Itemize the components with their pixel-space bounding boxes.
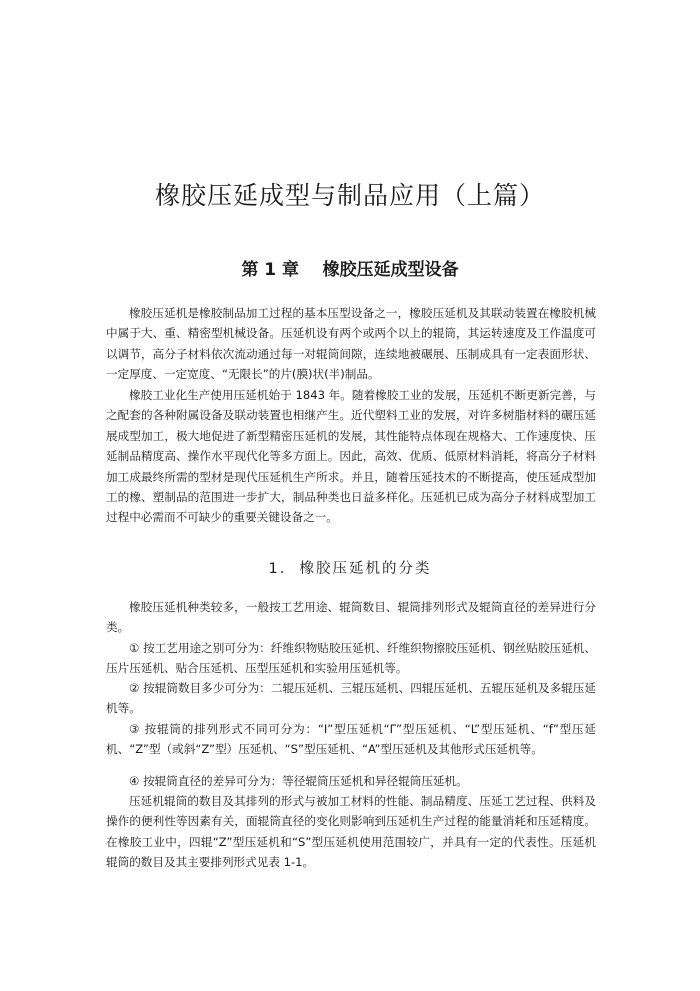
chapter-title: 第 1 章 橡胶压延成型设备 [241,260,459,280]
classification-item: ① 按工艺用途之别可分为：纤维织物贴胶压延机、纤维织物擦胶压延机、钢丝贴胶压延机、压片压延机、贴合压延机、压型压延机和实验用压延机等。 [106,641,596,676]
section-title: 1. 橡胶压延机的分类 [268,561,432,577]
classification-item: ③ 按辊筒的排列形式不同可分为：“I”型压延机“Γ”型压延机、“L”型压延机、“f”型压延机、“Z”型（或斜“Z”型）压延机、“S”型压延机、“A”型压延机及其他形式压延机等。 [106,722,596,757]
classification-item: ④ 按辊筒直径的差异可分为：等径辊筒压延机和异径辊筒压延机。 [129,774,468,788]
book-title: 橡胶压延成型与制品应用（上篇） [154,181,545,210]
section-paragraph: 橡胶压延机种类较多，一般按工艺用途、辊筒数目、辊筒排列形式及辊筒直径的差异进行分类。 [106,600,596,635]
classification-item: ② 按辊筒数目多少可分为：二辊压延机、三辊压延机、四辊压延机、五辊压延机及多辊压延机等。 [106,681,596,716]
intro-paragraph: 橡胶工业化生产使用压延机始于 1843 年。随着橡胶工业的发展，压延机不断更新完善，与之配套的各种附属设备及联动装置也相继产生。近代塑料工业的发展，对许多树脂材料的碾压延展成型加工，极大地促进了新型精密压延机的发展，其性能特点体现在规格大、工作速度快、压延制品精度高、操作水平现代化等多方面上。因此，高效、优质、低原材料消耗，将高分子材料加工成最终所需的型材是现代压延机生产所求。并且，随着压延技术的不断提高，使压延成型加工的橡、塑制品的范围进一步扩大，制品种类也日益多样化。压延机已成为高分子材料成型加工过程中必需而不可缺少的重要关键设备之一。 [106,388,596,525]
section-paragraph: 压延机辊筒的数目及其排列的形式与被加工材料的性能、制品精度、压延工艺过程、供料及操作的便利性等因素有关，面辊筒直径的变化则影响到压延机生产过程的能量消耗和压延精度。在橡胶工业中，四辊“Z”型压延机和“S”型压延机使用范围较广，并具有一定的代表性。压延机辊筒的数目及其主要排列形式见表 1-1。 [106,794,596,870]
intro-paragraph: 橡胶压延机是橡胶制品加工过程的基本压型设备之一，橡胶压延机及其联动装置在橡胶机械中属于大、重、精密型机械设备。压延机设有两个或两个以上的辊筒，其运转速度及工作温度可以调节，高分子材料依次流动通过每一对辊筒间隙，连续地被碾展、压制成具有一定表面形状、一定厚度、一定宽度、“无限长”的片(膜)状(半)制品。 [106,306,596,382]
